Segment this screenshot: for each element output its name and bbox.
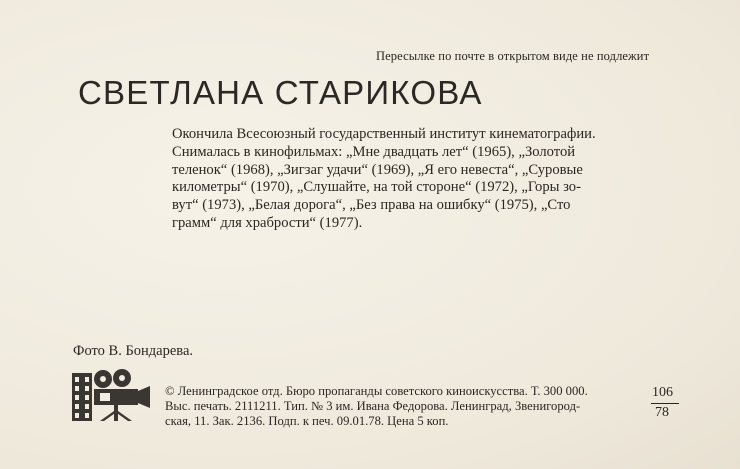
- imprint-line: Выс. печать. 2111211. Тип. № 3 им. Ивана Федорова. Ленинград, Звенигород-: [165, 399, 581, 413]
- biography-paragraph: [172, 126, 596, 233]
- biography-line: километры“ (1970), „Слушайте, на той стороне“ (1972), „Горы зо-: [172, 179, 581, 196]
- film-camera-logo-icon: [72, 369, 154, 421]
- publisher-imprint: [165, 384, 588, 429]
- catalog-code-divider: [651, 403, 679, 404]
- imprint-line: © Ленинградское отд. Бюро пропаганды советского киноискусства. Т. 300 000.: [165, 384, 588, 398]
- biography-line: теленок“ (1968), „Зигзаг удачи“ (1969), „Я его невеста“, „Суровые: [172, 161, 583, 178]
- imprint-line: ская, 11. Зак. 2136. Подп. к печ. 09.01.78. Цена 5 коп.: [165, 414, 449, 428]
- biography-line: Окончила Всесоюзный государственный институт кинематографии.: [172, 126, 596, 142]
- biography-line: грамм“ для храбрости“ (1977).: [172, 214, 363, 231]
- biography-line: вут“ (1973), „Белая дорога“, „Без права на ошибку“ (1975), „Сто: [172, 197, 571, 214]
- photo-credit: Фото В. Бондарева.: [73, 343, 194, 359]
- biography-line: Снималась в кинофильмах: „Мне двадцать лет“ (1965), „Золотой: [172, 143, 576, 160]
- actress-name-heading: СВЕТЛАНА СТАРИКОВА: [78, 74, 483, 111]
- catalog-code-numerator: 106: [652, 385, 673, 400]
- catalog-code-denominator: 78: [655, 405, 669, 420]
- postal-notice: Пересылке по почте в открытом виде не подлежит: [376, 49, 650, 63]
